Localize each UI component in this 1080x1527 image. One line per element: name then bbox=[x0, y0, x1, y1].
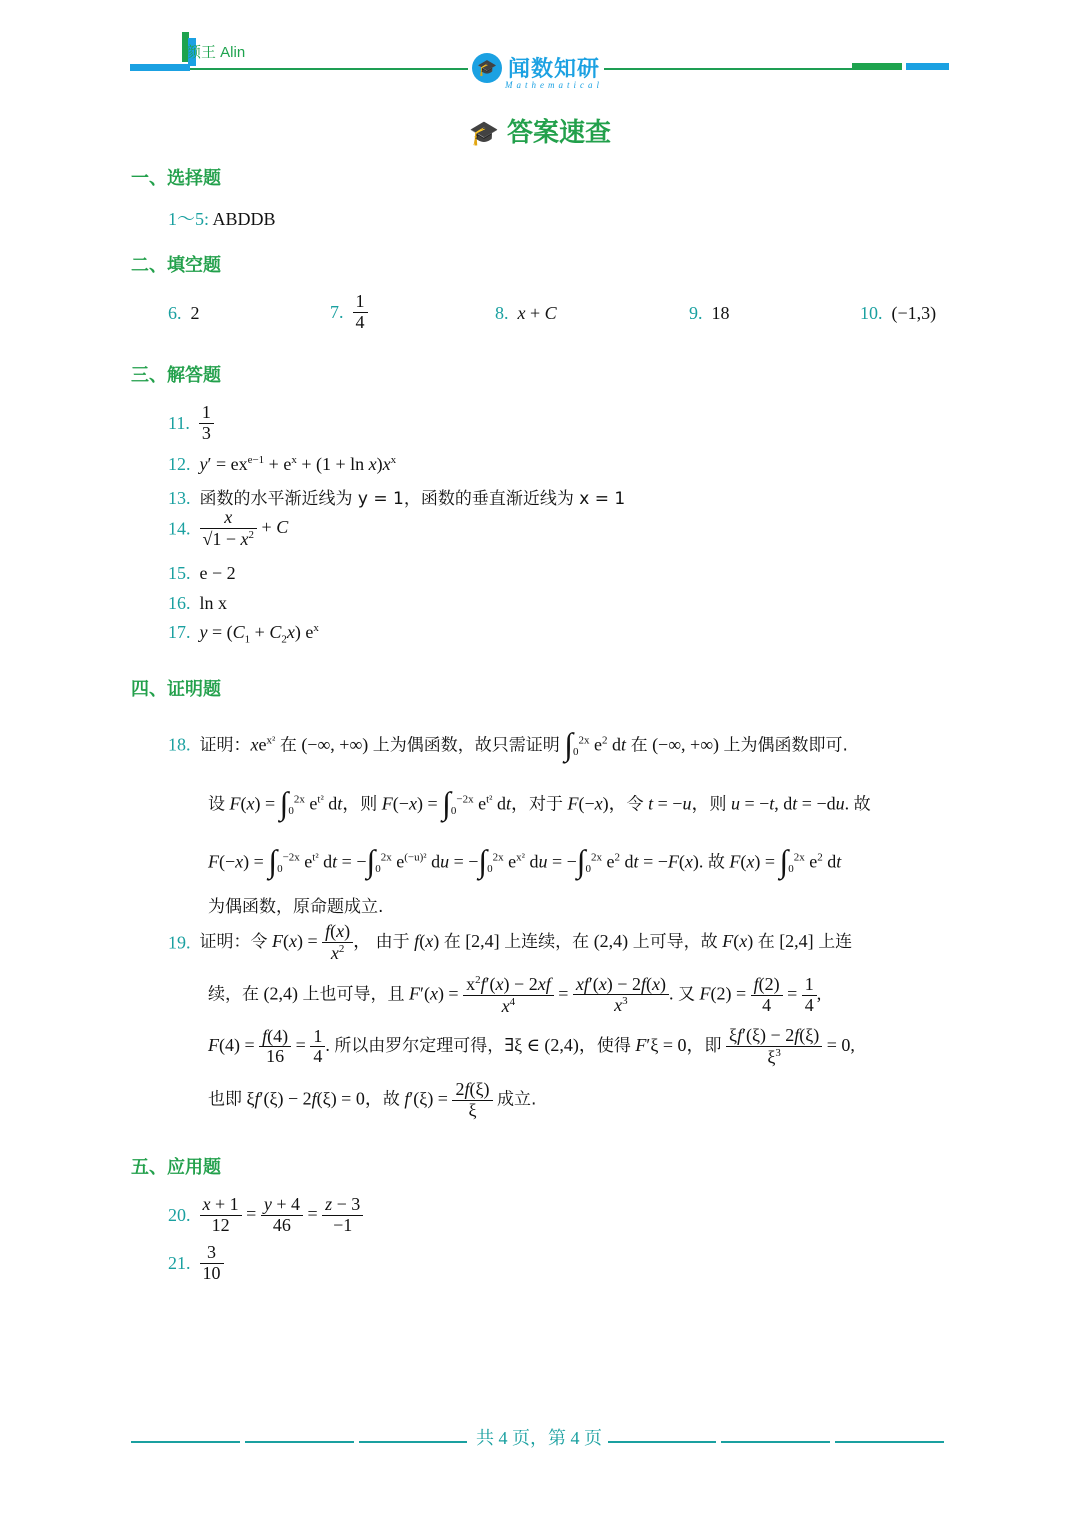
header-rule-left bbox=[190, 68, 480, 70]
answer-13: 13. 函数的水平渐近线为 y = 1，函数的垂直渐近线为 x = 1 bbox=[168, 488, 626, 509]
graduation-cap-icon: 🎓 bbox=[472, 53, 502, 83]
fill-answer-9: 9. 18 bbox=[689, 303, 730, 323]
section-heading-choice: 一、选择题 bbox=[131, 168, 221, 189]
author-logo-text: 颜王 Alin bbox=[186, 44, 246, 61]
proof-18-line-2: 设 $F(x) = \int_0^{2x}$ $e^{t^2}$ dt，则 $F(-x) = \int_0^{-2x}$ $e^{t^2}$ dt，对于 F(−x)，令 t = −u，则 u = −t, dt = −du. 故 bbox=[208, 785, 871, 821]
header-green-bar-right bbox=[852, 63, 902, 70]
brand-name: 闻数知研 bbox=[508, 57, 601, 82]
footer-rule-6 bbox=[835, 1441, 944, 1443]
answer-20: 20. $\frac{x + 1}{12}$ = $\frac{y + 4}{46}$ = $\frac{z - 3}{-1}$ bbox=[168, 1195, 363, 1236]
graduation-cap-icon: 🎓 bbox=[469, 119, 499, 147]
section-heading-proof: 四、证明题 bbox=[131, 679, 221, 700]
proof-19-line-3: F(4) = $\frac{f(4)}{16}$ = $\frac{1}{4}$ . 所以由罗尔定理可得，∃ξ ∈ (2,4)，使得 F′ξ = 0，即 $\frac{\xi f'(\xi) - 2f(\xi)}{\xi^3}$ = 0, bbox=[208, 1025, 855, 1067]
fill-answer-7: 7. $\frac{1}{4}$ bbox=[330, 292, 368, 333]
header-blue-bar-left bbox=[130, 64, 190, 71]
section-heading-fill: 二、填空题 bbox=[131, 255, 221, 276]
footer-rule-2 bbox=[245, 1441, 354, 1443]
proof-19-line-1: 19. 证明：令 F(x) = $\frac{f(x)}{x^2}$ ， 由于 f(x) 在 [2,4] 上连续，在 (2,4) 上可导，故 F(x) 在 [2,4] 上连 bbox=[168, 921, 853, 963]
answer-16: 16. ln x bbox=[168, 593, 228, 613]
footer-rule-4 bbox=[607, 1441, 716, 1443]
footer-rule-1 bbox=[131, 1441, 240, 1443]
proof-18-line-1: 18. 证明：$xe^{x^2}$ 在 (−∞, +∞) 上为偶函数，故只需证明 $\int_0^{2x}$ $e^2$ dt 在 (−∞, +∞) 上为偶函数即可. bbox=[168, 726, 848, 762]
answer-15: 15. e − 2 bbox=[168, 563, 236, 583]
answer-14: 14. $\frac{x}{√1 - x^2}$ + C bbox=[168, 507, 289, 549]
proof-18-line-3: $F(-x) = \int_0^{-2x}$ $e^{t^2}$ dt = $-\int_0^{2x}$ $e^{(-u)^2}$ du = $-\int_0^{2x}$ $e^{x^2}$ du = $-\int_0^{2x}$ $e^2$ dt = −F(x). 故 $F(x) = \int_0^{2x}$ $e^2$ dt bbox=[208, 843, 842, 879]
page-title: 🎓 答案速查 bbox=[469, 118, 611, 148]
footer-rule-5 bbox=[721, 1441, 830, 1443]
answer-17: 17. $y = (C_1 + C_2x)$ $e^x$ bbox=[168, 622, 319, 646]
page-number: 共 4 页，第 4 页 bbox=[470, 1424, 608, 1450]
brand-subtitle: Mathematical bbox=[505, 80, 603, 90]
answer-12: 12. $y' = ex^{e-1} + e^x + (1 + \ln x)x^x$ bbox=[168, 454, 397, 474]
choice-answers: 1～5: ABDDB bbox=[168, 209, 276, 229]
author-logo bbox=[182, 32, 246, 66]
answer-21: 21. $\frac{3}{10}$ bbox=[168, 1243, 224, 1284]
section-heading-solve: 三、解答题 bbox=[131, 365, 221, 386]
header-blue-bar-right bbox=[906, 63, 949, 70]
proof-18-line-4: 为偶函数，原命题成立. bbox=[208, 897, 384, 917]
footer-rule-3 bbox=[359, 1441, 467, 1443]
brand-logo bbox=[468, 52, 604, 83]
fill-answer-6: 6. 2 bbox=[168, 303, 200, 323]
proof-19-line-2: 续，在 (2,4) 上也可导，且 F′(x) = $\frac{x^2f'(x) - 2xf}{x^4}$ = $\frac{xf'(x) - 2f(x)}{x^3}$ . 又 F(2) = $\frac{f(2)}{4}$ = $\frac{1}{4}$ , bbox=[208, 973, 822, 1016]
header-rule-right bbox=[590, 68, 852, 70]
section-heading-application: 五、应用题 bbox=[131, 1157, 221, 1178]
answer-11: 11. $\frac{1}{3}$ bbox=[168, 403, 214, 444]
fill-answer-10: 10. (−1,3) bbox=[860, 303, 937, 323]
proof-19-line-4: 也即 ξf′(ξ) − 2f(ξ) = 0，故 f′(ξ) = $\frac{2f(\xi)}{\xi}$ 成立. bbox=[208, 1079, 537, 1120]
fill-answer-8: 8. x + C bbox=[495, 303, 557, 323]
